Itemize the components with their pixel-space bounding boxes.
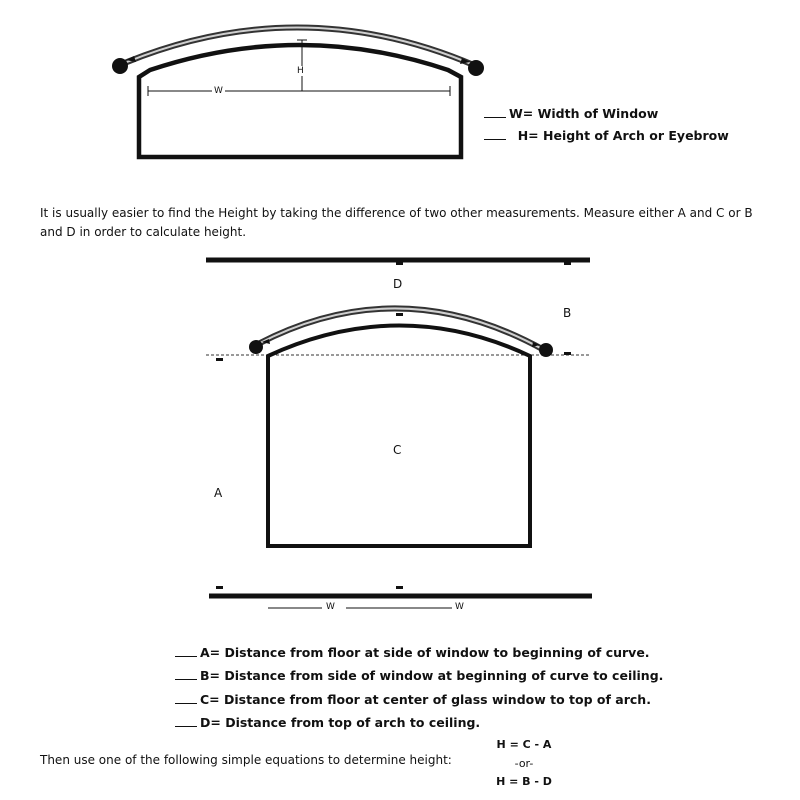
legend-b: B= Distance from side of window at beginning of curve to ceiling. — [175, 668, 663, 683]
label-d: D — [393, 277, 403, 291]
top-window-outline — [139, 45, 461, 157]
legend-a: A= Distance from floor at side of window to beginning of curve. — [175, 645, 650, 660]
label-a: A — [214, 486, 223, 500]
top-label-h: H — [297, 66, 304, 76]
legend-c: C= Distance from floor at center of glass window to top of arch. — [175, 692, 651, 707]
legend-height-of-arch: H= Height of Arch or Eyebrow — [484, 128, 729, 143]
answer-blank-c[interactable] — [175, 692, 197, 704]
top-finial-left — [112, 58, 128, 74]
equation-or: -or- — [514, 757, 534, 770]
dim-label-right: W — [455, 602, 464, 612]
answer-blank-d[interactable] — [175, 715, 197, 727]
label-b: B — [563, 306, 572, 320]
answer-blank-h[interactable] — [484, 128, 506, 140]
answer-blank-a[interactable] — [175, 645, 197, 657]
equation-2: H = B - D — [496, 775, 552, 788]
answer-blank-w[interactable] — [484, 106, 506, 118]
dim-label-left: W — [326, 602, 335, 612]
top-finial-right — [468, 60, 484, 76]
legend-d: D= Distance from top of arch to ceiling. — [175, 715, 480, 730]
legend-width-of-window: W= Width of Window — [484, 106, 658, 121]
equation-1: H = C - A — [496, 738, 552, 751]
label-c: C — [393, 443, 402, 457]
equation-intro: Then use one of the following simple equations to determine height: — [40, 753, 452, 767]
answer-blank-b[interactable] — [175, 668, 197, 680]
top-label-w: W — [214, 86, 223, 96]
intro-paragraph: It is usually easier to find the Height by taking the difference of two other measurements. Measure either A and C or B and D in order to calculate height. — [40, 206, 753, 239]
